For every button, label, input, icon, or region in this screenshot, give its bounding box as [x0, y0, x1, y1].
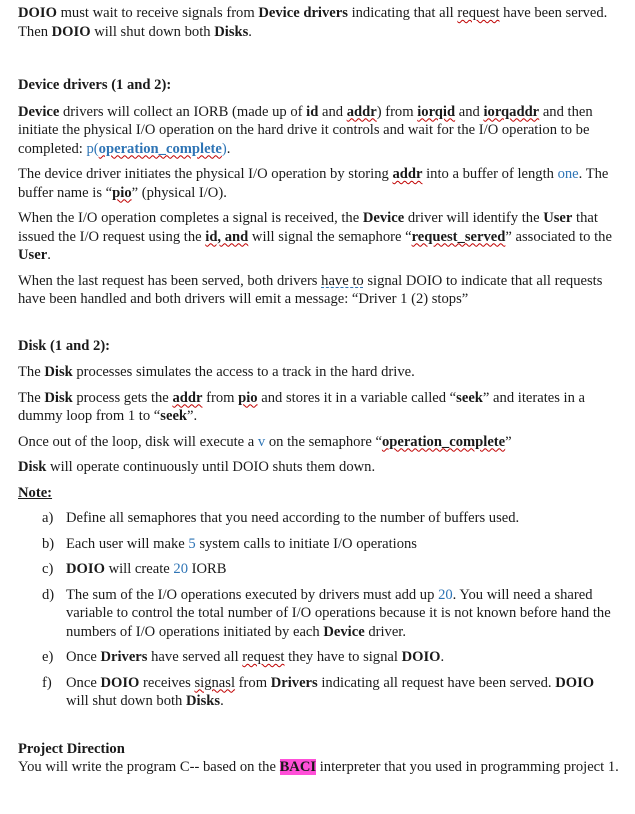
- text: The sum of the I/O operations executed by drivers must add up: [66, 586, 439, 603]
- note-heading-text: Note:: [18, 484, 53, 501]
- request-served-term: request_served: [411, 228, 506, 245]
- disks-term: Disks: [186, 693, 221, 709]
- intro-paragraph: [18, 4, 620, 41]
- disk-paragraph-4: [18, 458, 620, 477]
- document-page: [18, 4, 620, 777]
- text: have served all: [147, 649, 243, 665]
- seek-term: seek: [160, 408, 188, 424]
- intro-text-1: must wait to receive signals from: [56, 5, 259, 21]
- text: ”.: [187, 408, 198, 424]
- text: will signal the semaphore “: [248, 228, 412, 245]
- text: into a buffer of length: [422, 166, 558, 182]
- list-text: [66, 535, 620, 554]
- text: signal DOIO to indicate that all requests have been handled and both drivers will emit a message: “Driver 1 (2) stops”: [18, 272, 603, 307]
- have-to-phrase: have to: [321, 272, 364, 289]
- text: driver.: [364, 623, 407, 640]
- text: The: [18, 364, 45, 380]
- list-item: [42, 648, 620, 667]
- text: Each user will make: [66, 535, 189, 552]
- text: system calls to initiate I/O operations: [195, 535, 417, 552]
- text: driver will identify the: [404, 210, 544, 226]
- text: from: [202, 389, 239, 406]
- text: they have to signal: [284, 649, 402, 665]
- addr-term: addr: [392, 166, 423, 182]
- list-text: [66, 509, 620, 528]
- text: and then initiate the physical I/O operation on the hard drive it controls and wait for the I/O operation to be completed:: [18, 103, 593, 157]
- disk-term: Disk: [18, 459, 47, 475]
- user-term: User: [543, 210, 573, 226]
- list-item: [42, 674, 620, 711]
- text: process gets the: [72, 389, 173, 406]
- note-list: [18, 509, 620, 711]
- text: When the I/O operation completes a signal is received, the: [18, 210, 363, 226]
- disk-term: Disk: [44, 389, 73, 406]
- device-term: Device: [18, 103, 60, 120]
- text: and: [455, 103, 484, 120]
- text: Define all semaphores that you need according to the number of buffers used.: [66, 510, 520, 526]
- text: receives: [139, 674, 195, 691]
- drivers-term: Drivers: [100, 649, 148, 665]
- seek-term: seek: [456, 389, 483, 406]
- drivers-term: Drivers: [270, 674, 318, 691]
- drivers-paragraph-1: [18, 103, 620, 159]
- doio-term: DOIO: [51, 23, 91, 40]
- doio-term: DOIO: [18, 5, 57, 21]
- v-operation: v: [257, 433, 266, 450]
- list-text: [66, 586, 620, 642]
- operation-complete-term: operation_complete: [381, 433, 506, 450]
- text: will create: [104, 561, 174, 577]
- list-item: [42, 509, 620, 528]
- text: interpreter that you used in programming project 1.: [316, 759, 619, 775]
- text: The: [18, 389, 45, 406]
- user-term: User: [18, 247, 48, 263]
- pio-term: pio: [238, 389, 258, 406]
- text: and: [318, 103, 347, 120]
- intro-text-3: have been served. Then: [18, 5, 608, 40]
- text: You will write the program C-- based on the: [18, 759, 280, 775]
- text: on the semaphore “: [265, 433, 382, 450]
- list-item: [42, 560, 620, 579]
- baci-highlight: BACI: [279, 759, 317, 775]
- text: will shut down both: [66, 693, 186, 709]
- list-marker: a): [42, 510, 54, 526]
- text: ” (physical I/O).: [131, 184, 227, 201]
- text: .: [47, 247, 51, 263]
- device-term: Device: [323, 623, 365, 640]
- doio-term: DOIO: [555, 674, 595, 691]
- text: .: [440, 649, 445, 665]
- text: that issued the I/O request using the: [18, 210, 598, 245]
- text: Once: [66, 649, 101, 665]
- list-item: [42, 535, 620, 554]
- text: drivers will collect an IORB (made up of: [59, 103, 307, 120]
- text: . You will need a shared variable to control the total number of I/O operations because it is not known before hand the numbers of I/O operations initiated by each: [66, 586, 611, 640]
- syscall-count: 5: [188, 535, 196, 552]
- p-call-close: ): [221, 140, 227, 157]
- text: When the last request has been served, both drivers: [18, 272, 322, 289]
- text: . The buffer name is “: [18, 166, 609, 201]
- list-marker: e): [42, 649, 54, 665]
- text: indicating all request have been served.: [317, 674, 556, 691]
- project-direction-paragraph: [18, 758, 620, 777]
- list-marker: b): [42, 535, 55, 552]
- text: ) from: [376, 103, 418, 120]
- pio-term: pio: [112, 184, 132, 201]
- signasl-term: signasl: [194, 674, 236, 691]
- doio-term: DOIO: [401, 649, 441, 665]
- operation-complete-term: operation_complete: [98, 140, 222, 157]
- text: Once out of the loop, disk will execute a: [18, 433, 258, 450]
- io-total: 20: [438, 586, 453, 603]
- disk-heading: Disk (1 and 2):: [18, 337, 111, 354]
- drivers-paragraph-3: [18, 209, 620, 265]
- doio-term: DOIO: [100, 674, 140, 691]
- drivers-heading: Device drivers (1 and 2):: [18, 77, 172, 93]
- disk-paragraph-1: [18, 363, 620, 382]
- list-text: [66, 560, 620, 579]
- id-term: id: [306, 103, 319, 120]
- disks-term: Disks: [214, 23, 249, 40]
- addr-term: addr: [346, 103, 377, 120]
- list-marker: d): [42, 586, 55, 603]
- disk-paragraph-2: [18, 389, 620, 426]
- text: The device driver initiates the physical I/O operation by storing: [18, 166, 393, 182]
- note-heading: [18, 484, 620, 503]
- doio-term: DOIO: [66, 561, 105, 577]
- device-term: Device: [362, 210, 405, 226]
- intro-text-5: .: [248, 23, 252, 40]
- request-term: request: [242, 649, 285, 665]
- text: ” associated to the: [505, 228, 612, 245]
- list-marker: f): [42, 674, 52, 691]
- list-text: [66, 674, 620, 711]
- iorqid-term: iorqid: [417, 103, 456, 120]
- disk-paragraph-3: [18, 433, 620, 452]
- text: ”: [505, 433, 512, 450]
- iorb-count: 20: [173, 561, 188, 577]
- buffer-length-value: one: [557, 166, 579, 182]
- list-text: [66, 648, 620, 667]
- intro-text-2: indicating that all: [347, 5, 458, 21]
- list-item: [42, 586, 620, 642]
- disk-term: Disk: [44, 364, 73, 380]
- text: will operate continuously until DOIO shuts them down.: [46, 459, 376, 475]
- text: from: [235, 674, 271, 691]
- text: Once: [66, 674, 101, 691]
- intro-text-4: will shut down both: [90, 23, 215, 40]
- drivers-paragraph-4: [18, 272, 620, 309]
- drivers-paragraph-2: [18, 165, 620, 202]
- addr-term: addr: [172, 389, 203, 406]
- text: IORB: [188, 561, 227, 577]
- id-term: id, and: [205, 228, 249, 245]
- text: and stores it in a variable called “: [257, 389, 457, 406]
- list-marker: c): [42, 561, 54, 577]
- p-call: p(: [86, 140, 99, 157]
- project-direction-heading: Project Direction: [18, 740, 125, 757]
- text: ” and iterates in a dummy loop from 1 to “: [18, 389, 586, 424]
- text: .: [220, 693, 224, 709]
- text: .: [226, 140, 231, 157]
- device-drivers-term: Device drivers: [258, 5, 348, 21]
- text: processes simulates the access to a track in the hard drive.: [72, 364, 415, 380]
- request-term: request: [457, 5, 500, 21]
- iorqaddr-term: iorqaddr: [483, 103, 540, 120]
